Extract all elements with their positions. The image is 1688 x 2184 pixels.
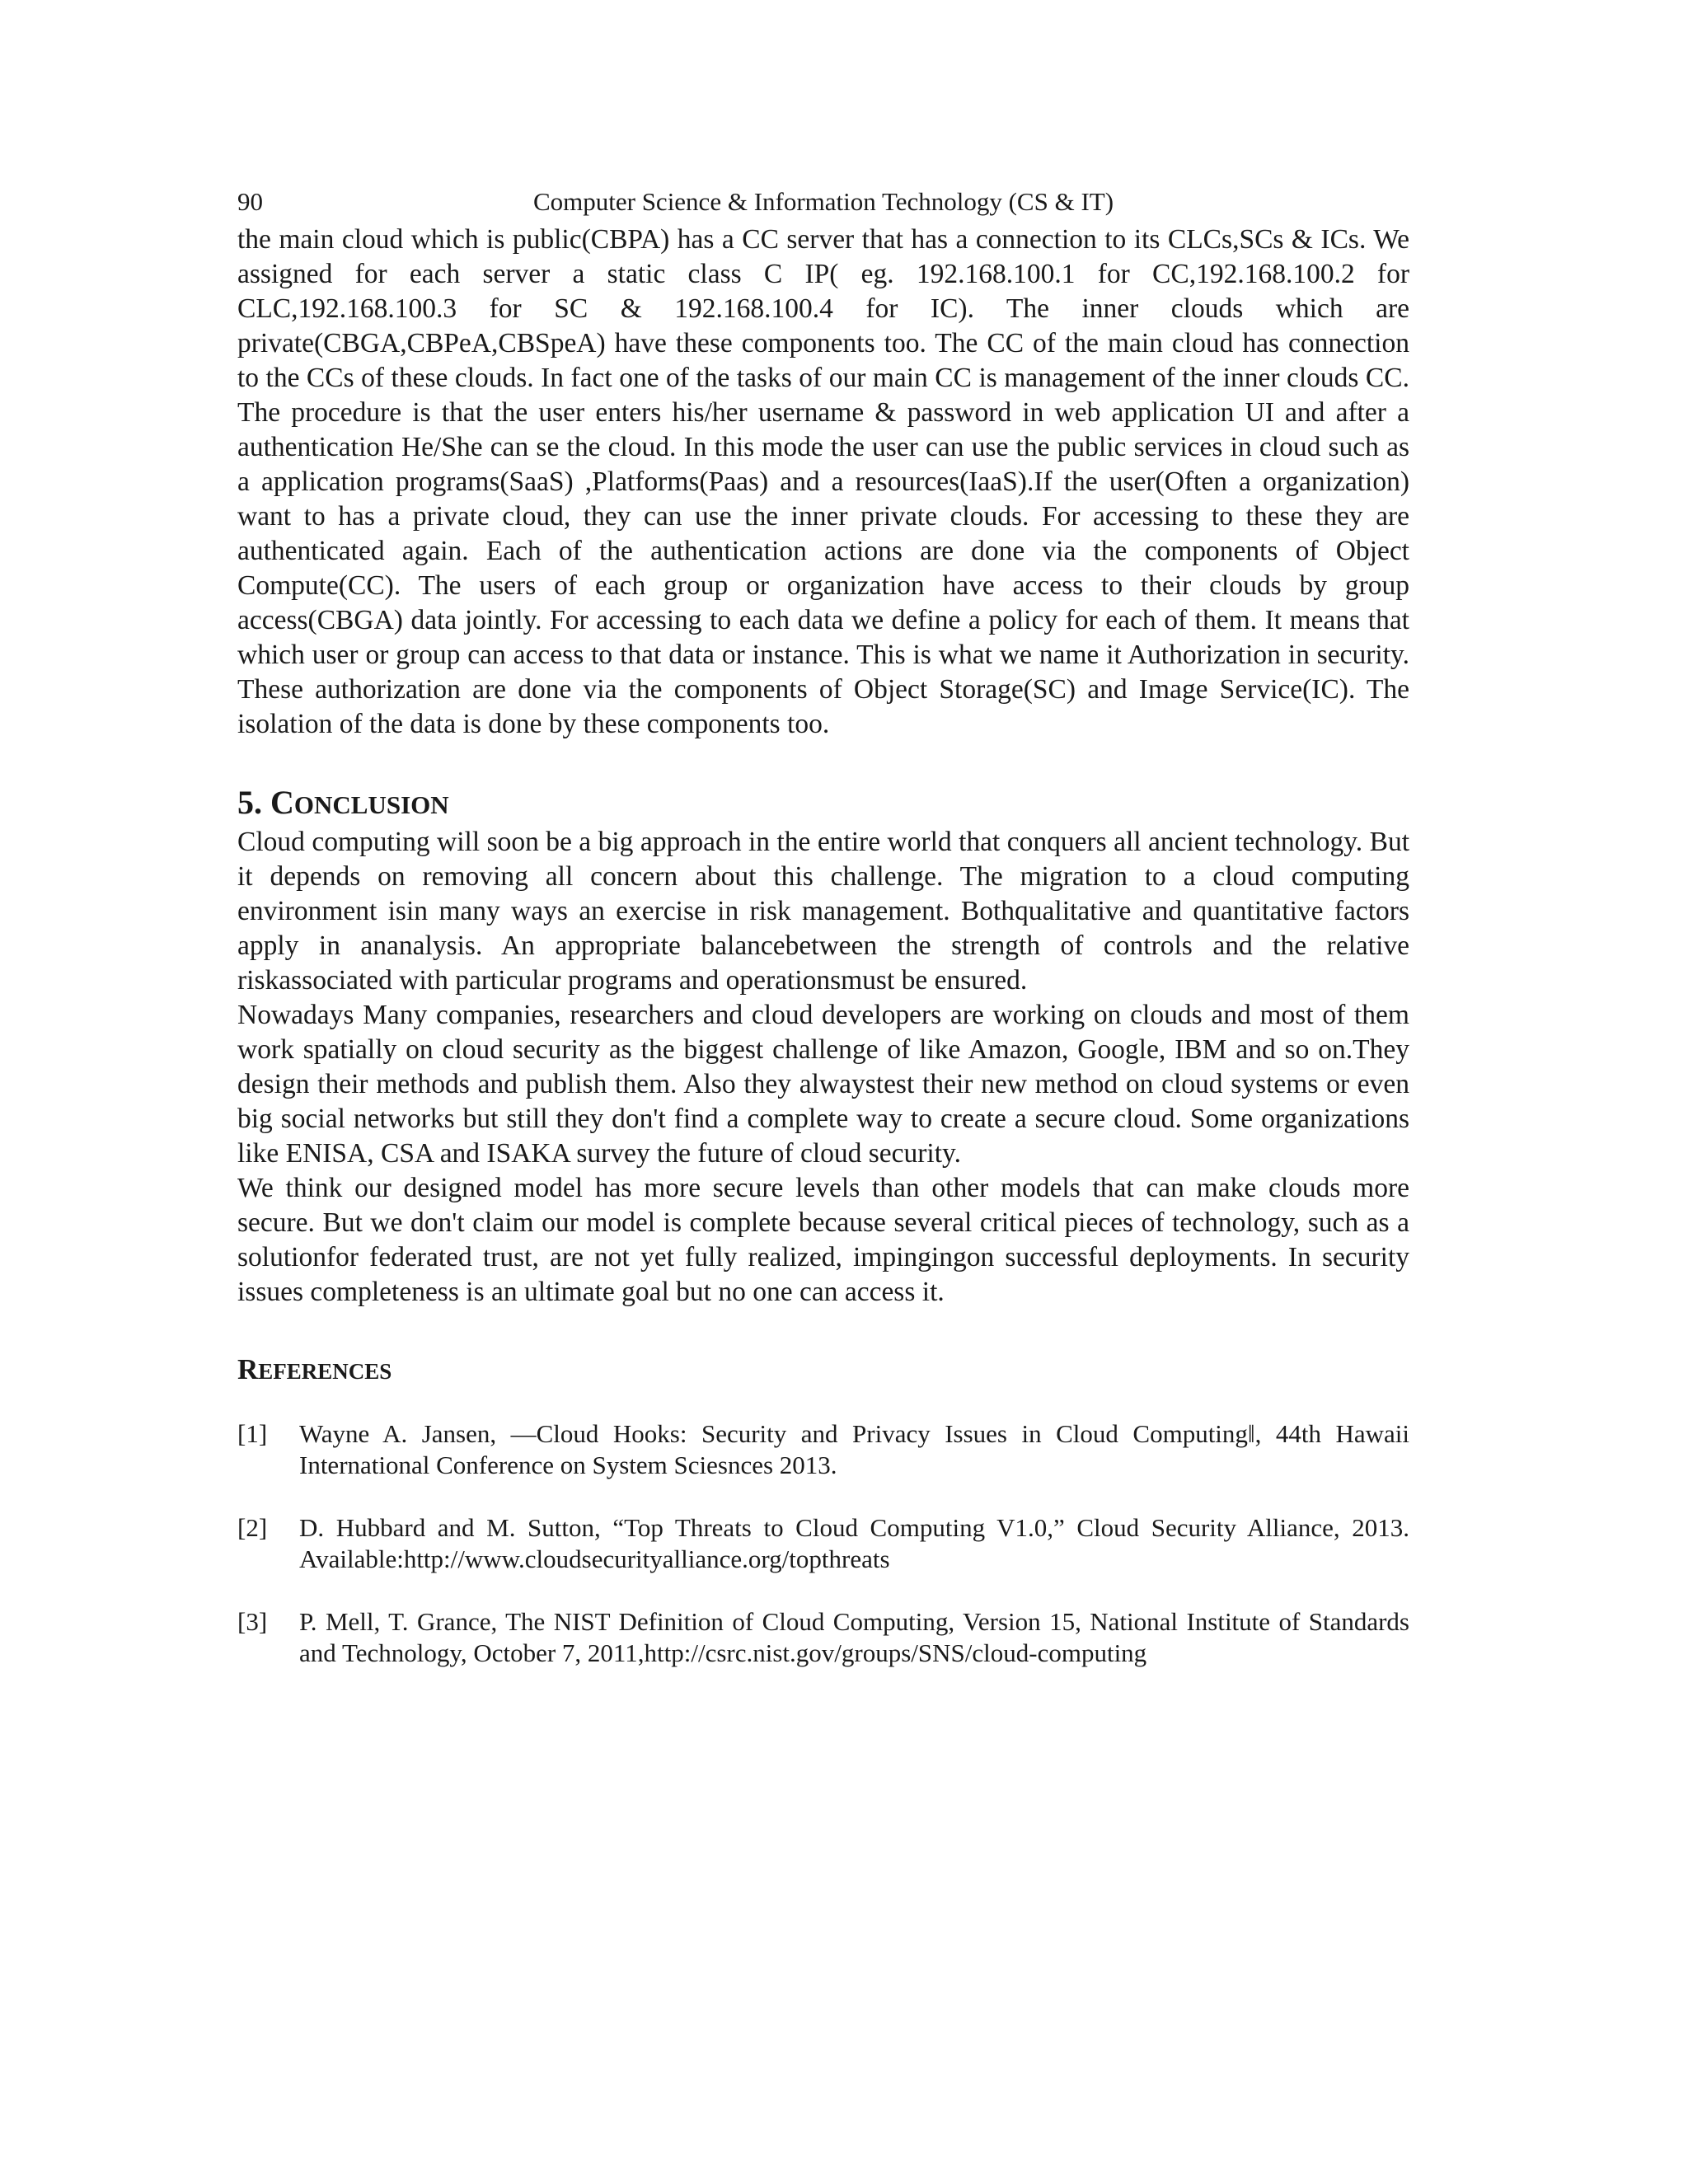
reference-number: [3] [237,1607,268,1636]
body-paragraph-authorization: the main cloud which is public(CBPA) has a CC server that has a connection to its CLCs,SCs & ICs. We assigned for each server a static class C IP( eg. 192.168.100.1 for CC,192.168.100.2 for CLC,192.168.100.3 for SC & 192.168.100.4 for IC). The inner clouds which are private(CBGA,CBPeA,CBSpeA) have these components too. The CC of the main cloud has connection to the CCs of these clouds. In fact one of the tasks of our main CC is management of the inner clouds CC. The procedure is that the user enters his/her username & password in web application UI and after a authentication He/She can se the cloud. In this mode the user can use the public services in cloud such as a application programs(SaaS) ,Platforms(Paas) and a resources(IaaS).If the user(Often a organization) want to has a private cloud, they can use the inner private clouds. For accessing to these they are authenticated again. Each of the authentication actions are done via the components of Object Compute(CC). The users of each group or organization have access to their clouds by group access(CBGA) data jointly. For accessing to each data we define a policy for each of them. It means that which user or group can access to that data or instance. This is what we name it Authorization in security. These authorization are done via the components of Object Storage(SC) and Image Service(IC). The isolation of the data is done by these components too. [237,224,1409,739]
running-header [237,181,1409,223]
reference-text: Wayne A. Jansen, ―Cloud Hooks: Security and Privacy Issues in Cloud Computing‖, 44th Hawaii International Conference on System Sciesnces 2013. [299,1419,1409,1479]
section-title-initial: C [270,784,294,821]
references-title-rest: EFERENCES [258,1359,392,1384]
section-title-rest: ONCLUSION [293,790,449,819]
reference-text: D. Hubbard and M. Sutton, “Top Threats to Cloud Computing V1.0,” Cloud Security Alliance, 2013. Available:http://www.cloudsecurityalliance.org/topthreats [299,1513,1409,1573]
section-heading-conclusion [237,783,1409,825]
reference-text: P. Mell, T. Grance, The NIST Definition of Cloud Computing, Version 15, National Institute of Standards and Technology, October 7, 2011,http://csrc.nist.gov/groups/SNS/cloud-computing [299,1607,1409,1667]
reference-number: [2] [237,1513,268,1542]
reference-item [237,1512,1409,1575]
reference-number: [1] [237,1419,268,1448]
reference-list [237,1418,1409,1669]
paper-page [237,181,1409,1700]
references-heading [237,1352,1409,1389]
journal-title: Computer Science & Information Technology (CS & IT) [532,187,1114,216]
references-title-initial: R [237,1353,259,1385]
reference-item [237,1418,1409,1481]
reference-item [237,1606,1409,1669]
section-number: 5. [237,784,270,821]
page-number: 90 [237,187,263,216]
conclusion-paragraph-2: Nowadays Many companies, researchers and cloud developers are working on clouds and most of them work spatially on cloud security as the biggest challenge of like Amazon, Google, IBM and so on.They design their methods and publish them. Also they alwaystest their new method on cloud systems or even big social networks but still they don't find a complete way to create a secure cloud. Some organizations like ENISA, CSA and ISAKA survey the future of cloud security. [237,1000,1409,1169]
conclusion-paragraph-3: We think our designed model has more secure levels than other models that can make clouds more secure. But we don't claim our model is complete because several critical pieces of technology, such as a solutionfor federated trust, are not yet fully realized, impingingon successful deployments. In security issues completeness is an ultimate goal but no one can access it. [237,1173,1409,1307]
conclusion-paragraph-1: Cloud computing will soon be a big approach in the entire world that conquers all ancient technology. But it depends on removing all concern about this challenge. The migration to a cloud computing environment isin many ways an exercise in risk management. Bothqualitative and quantitative factors apply in ananalysis. An appropriate balancebetween the strength of controls and the relative riskassociated with particular programs and operationsmust be ensured. [237,827,1409,996]
